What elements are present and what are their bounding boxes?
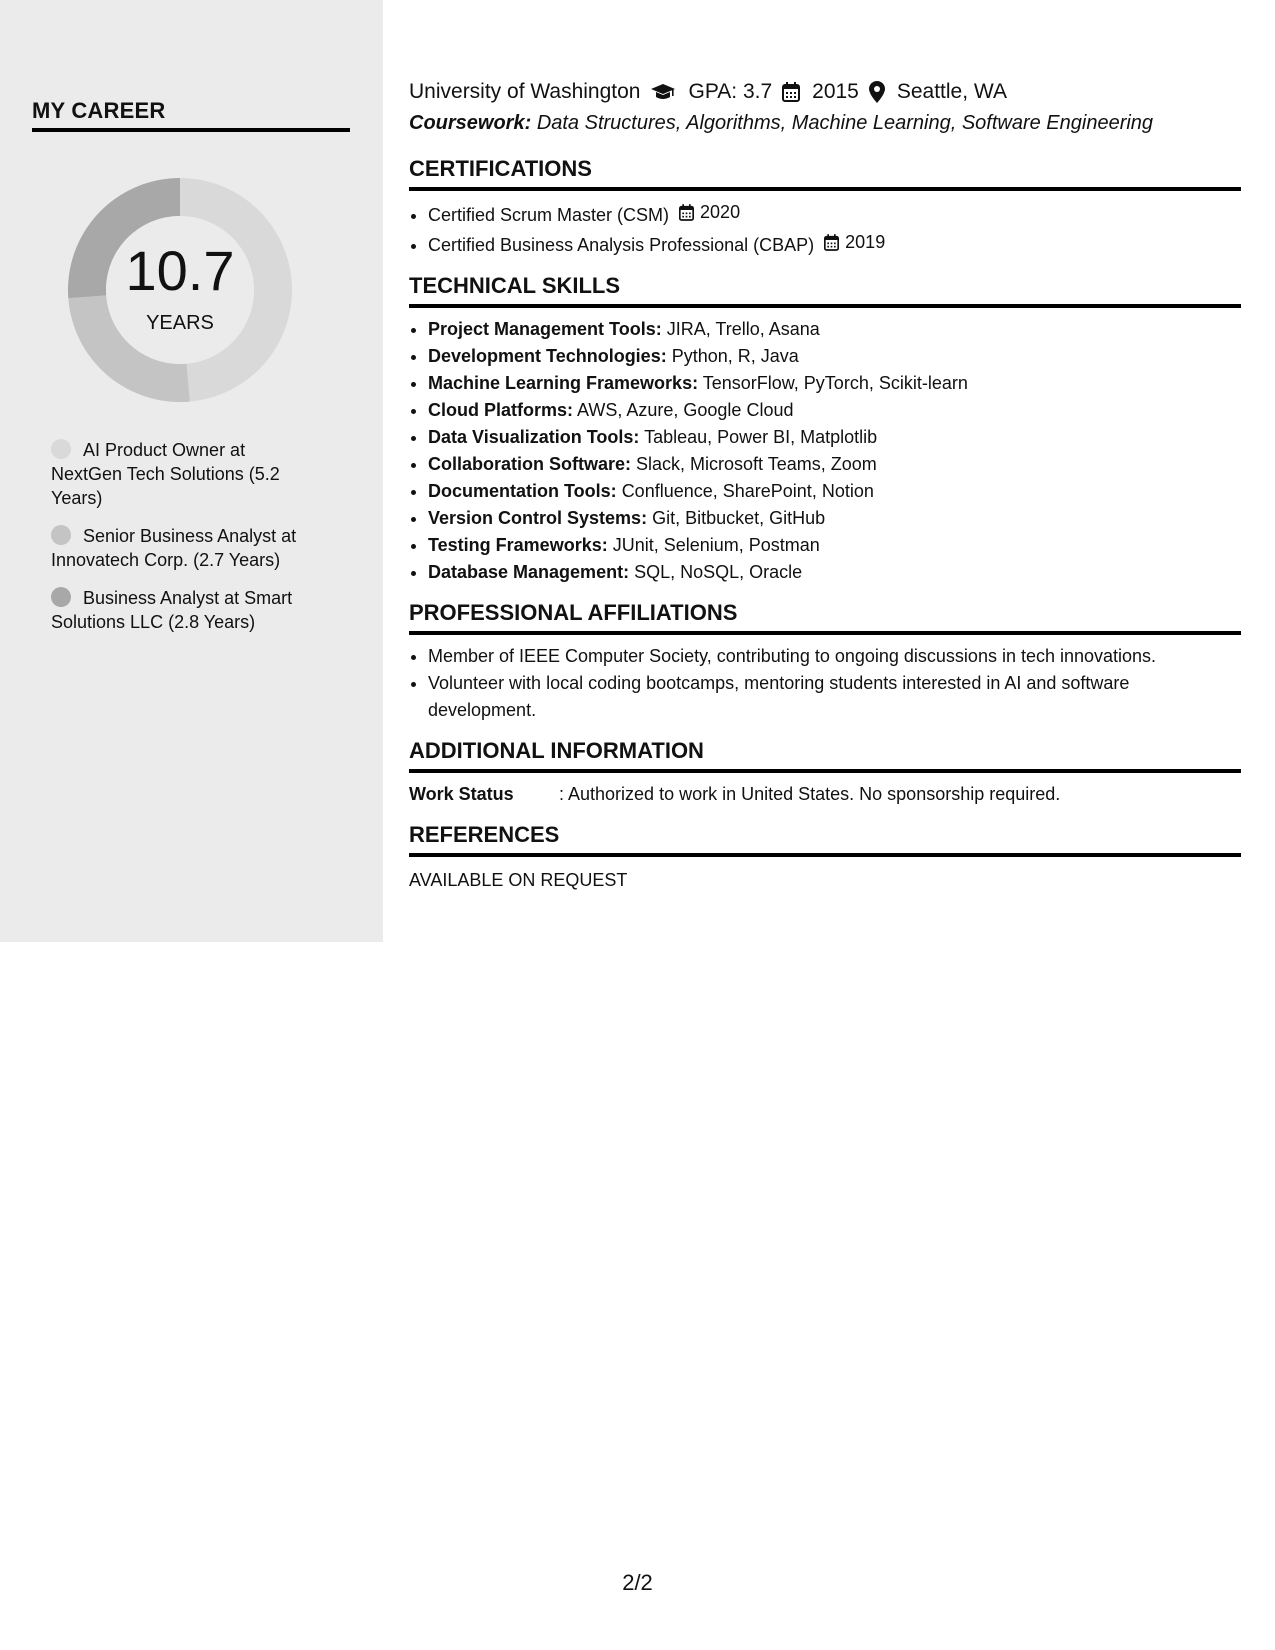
skill-category: Cloud Platforms: — [428, 400, 574, 420]
work-status-value: : Authorized to work in United States. No sponsorship required. — [559, 784, 1061, 804]
page-number: 2/2 — [622, 1570, 653, 1595]
graduation-cap-icon — [650, 82, 676, 102]
skill-item — [428, 316, 1241, 343]
skill-category: Development Technologies: — [428, 346, 667, 366]
skill-values: TensorFlow, PyTorch, Scikit-learn — [702, 373, 968, 393]
references-section — [409, 822, 1241, 894]
calendar-icon — [782, 82, 800, 102]
skill-category: Testing Frameworks: — [428, 535, 608, 555]
career-title: MY CAREER — [32, 98, 350, 132]
skill-category: Data Visualization Tools: — [428, 427, 640, 447]
skill-item — [428, 424, 1241, 451]
references-text: AVAILABLE ON REQUEST — [409, 870, 628, 890]
legend-dot-icon — [51, 525, 71, 545]
graduation-year: 2015 — [812, 80, 859, 103]
legend-dot-icon — [51, 587, 71, 607]
affiliations-heading: PROFESSIONAL AFFILIATIONS — [409, 600, 1241, 635]
skill-category: Machine Learning Frameworks: — [428, 373, 699, 393]
skill-values: SQL, NoSQL, Oracle — [634, 562, 803, 582]
career-legend-label: Business Analyst at Smart Solutions LLC (2.8 Years) — [51, 588, 293, 632]
skill-item — [428, 343, 1241, 370]
skill-category: Version Control Systems: — [428, 508, 648, 528]
skill-values: Git, Bitbucket, GitHub — [652, 508, 826, 528]
coursework-label: Coursework: — [409, 112, 532, 134]
calendar-icon — [679, 204, 697, 221]
map-pin-icon — [869, 81, 885, 103]
affiliation-item: • Member of IEEE Computer Society, contributing to ongoing discussions in tech innovations. — [428, 643, 1241, 670]
coursework-list: Data Structures, Algorithms, Machine Learning, Software Engineering — [536, 112, 1154, 134]
skill-item — [428, 397, 1241, 424]
certification-year-group — [679, 199, 740, 226]
certifications-heading: CERTIFICATIONS — [409, 156, 1241, 191]
skill-values: Tableau, Power BI, Matplotlib — [644, 427, 878, 447]
career-total-label: YEARS — [146, 312, 214, 334]
affiliations-list — [409, 643, 1241, 724]
work-status-label: Work Status — [409, 784, 514, 804]
skill-values: Slack, Microsoft Teams, Zoom — [636, 454, 877, 474]
gpa: GPA: 3.7 — [688, 80, 773, 103]
skill-values: Confluence, SharePoint, Notion — [621, 481, 874, 501]
career-legend — [51, 438, 321, 648]
career-legend-item — [51, 524, 321, 572]
coursework-line — [409, 109, 1241, 137]
skill-item — [428, 532, 1241, 559]
main-content — [409, 78, 1241, 894]
education-line — [409, 78, 1241, 106]
legend-dot-icon — [51, 439, 71, 459]
career-legend-label: AI Product Owner at NextGen Tech Solutions (5.2 Years) — [51, 440, 280, 508]
career-legend-label: Senior Business Analyst at Innovatech Corp. (2.7 Years) — [51, 526, 297, 570]
skill-item — [428, 451, 1241, 478]
affiliations-section — [409, 600, 1241, 724]
skill-values: Python, R, Java — [671, 346, 799, 366]
certifications-section — [409, 156, 1241, 259]
certification-year: 2020 — [700, 202, 741, 222]
certification-name: Certified Business Analysis Professional (CBAP) — [428, 235, 815, 255]
skill-values: JIRA, Trello, Asana — [666, 319, 820, 339]
career-total-years: 10.7 — [125, 239, 235, 302]
references-heading: REFERENCES — [409, 822, 1241, 857]
skill-item — [428, 505, 1241, 532]
affiliation-item: • Volunteer with local coding bootcamps, mentoring students interested in AI and software development. — [428, 670, 1241, 724]
skill-values: JUnit, Selenium, Postman — [612, 535, 820, 555]
skill-item — [428, 559, 1241, 586]
calendar-icon — [824, 234, 842, 251]
skill-item — [428, 370, 1241, 397]
career-legend-item — [51, 586, 321, 634]
skills-section — [409, 273, 1241, 586]
additional-heading: ADDITIONAL INFORMATION — [409, 738, 1241, 773]
work-status-row — [409, 781, 1241, 808]
skill-values: AWS, Azure, Google Cloud — [577, 400, 794, 420]
certification-year-group — [824, 229, 885, 256]
certifications-list — [409, 199, 1241, 259]
school-name: University of Washington — [409, 80, 641, 103]
skills-list — [409, 316, 1241, 586]
skill-item — [428, 478, 1241, 505]
skill-category: Project Management Tools: — [428, 319, 662, 339]
skill-category: Collaboration Software: — [428, 454, 632, 474]
skills-heading: TECHNICAL SKILLS — [409, 273, 1241, 308]
career-sidebar — [0, 0, 383, 942]
certification-item — [428, 199, 1241, 229]
additional-section — [409, 738, 1241, 808]
skill-category: Database Management: — [428, 562, 630, 582]
certification-item — [428, 229, 1241, 259]
skill-category: Documentation Tools: — [428, 481, 617, 501]
certification-year: 2019 — [845, 232, 886, 252]
certification-name: Certified Scrum Master (CSM) — [428, 205, 670, 225]
career-legend-item — [51, 438, 321, 510]
school-location: Seattle, WA — [896, 80, 1007, 103]
